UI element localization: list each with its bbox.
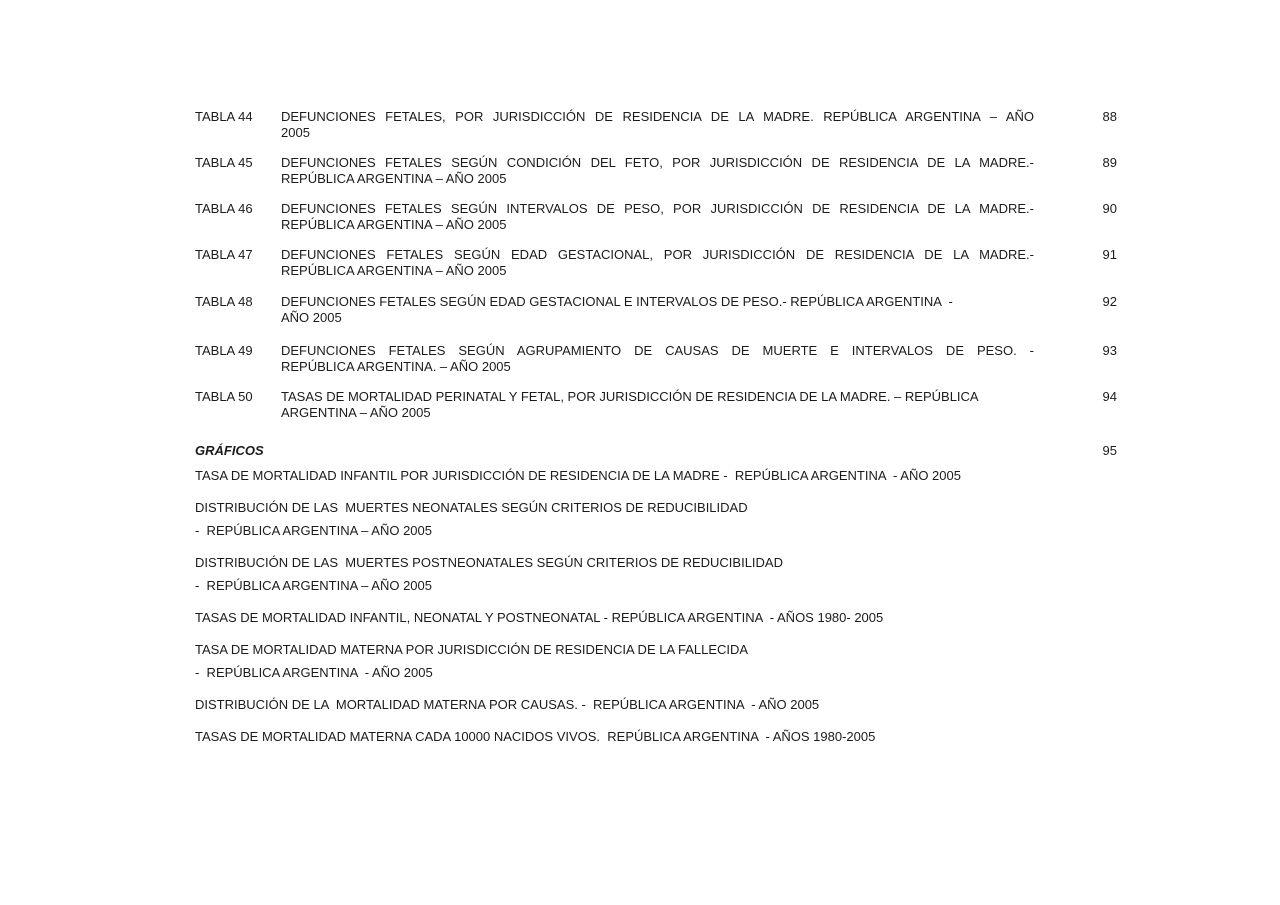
graficos-heading-row	[195, 443, 1117, 459]
page-number: 89	[1102, 155, 1117, 170]
grafico-entry-line: TASAS DE MORTALIDAD MATERNA CADA 10000 NACIDOS VIVOS. REPÚBLICA ARGENTINA - AÑOS 1980-2005	[195, 728, 876, 744]
grafico-entry-line: DISTRIBUCIÓN DE LA MORTALIDAD MATERNA POR CAUSAS. - REPÚBLICA ARGENTINA - AÑO 2005	[195, 696, 820, 712]
page-number: 90	[1102, 201, 1117, 216]
grafico-entry	[195, 551, 1117, 597]
table-row-description	[281, 389, 1034, 420]
table-entry-line: AÑO 2005	[281, 309, 342, 325]
table-entry-line: REPÚBLICA ARGENTINA – AÑO 2005	[281, 262, 507, 278]
grafico-entry-line: - REPÚBLICA ARGENTINA – AÑO 2005	[195, 577, 432, 593]
page-number: 91	[1102, 247, 1117, 262]
grafico-entry	[195, 464, 1117, 487]
table-entry-line: DEFUNCIONES FETALES SEGÚN AGRUPAMIENTO DE CAUSAS DE MUERTE E INTERVALOS DE PESO. -	[281, 343, 1034, 358]
table-row-label: TABLA 47	[195, 247, 253, 262]
page-number: 95	[1102, 443, 1117, 458]
table-row-label: TABLA 45	[195, 155, 253, 170]
grafico-entry-line: TASA DE MORTALIDAD INFANTIL POR JURISDICCIÓN DE RESIDENCIA DE LA MADRE - REPÚBLICA ARGENTINA - AÑO 2005	[195, 467, 961, 483]
table-entry-line: REPÚBLICA ARGENTINA – AÑO 2005	[281, 170, 507, 186]
table-row-description	[281, 294, 1034, 325]
table-entry-line: REPÚBLICA ARGENTINA. – AÑO 2005	[281, 358, 511, 374]
table-entry-line: 2005	[281, 124, 310, 140]
table-row-label: TABLA 49	[195, 343, 253, 358]
grafico-entry	[195, 725, 1117, 748]
grafico-entry-line: DISTRIBUCIÓN DE LAS MUERTES POSTNEONATALES SEGÚN CRITERIOS DE REDUCIBILIDAD	[195, 554, 783, 570]
page-number: 88	[1102, 109, 1117, 124]
table-entry-line: DEFUNCIONES FETALES, POR JURISDICCIÓN DE RESIDENCIA DE LA MADRE. REPÚBLICA ARGENTINA – AÑO	[281, 109, 1034, 124]
page-number: 94	[1102, 389, 1117, 404]
toc-page	[195, 109, 1117, 757]
page-number: 93	[1102, 343, 1117, 358]
table-row-label: TABLA 46	[195, 201, 253, 216]
table-row-description	[281, 109, 1034, 140]
table-row	[195, 155, 1117, 186]
grafico-entry-line: - REPÚBLICA ARGENTINA – AÑO 2005	[195, 522, 432, 538]
table-row	[195, 247, 1117, 278]
table-row-description	[281, 201, 1034, 232]
table-row-label: TABLA 50	[195, 389, 253, 404]
grafico-entry-line: - REPÚBLICA ARGENTINA - AÑO 2005	[195, 664, 433, 680]
grafico-entry	[195, 496, 1117, 542]
table-row	[195, 109, 1117, 140]
table-row	[195, 389, 1117, 420]
table-row-label: TABLA 44	[195, 109, 253, 124]
table-entry-line: REPÚBLICA ARGENTINA – AÑO 2005	[281, 216, 507, 232]
grafico-entry	[195, 638, 1117, 684]
table-row	[195, 201, 1117, 232]
graficos-heading: GRÁFICOS	[195, 443, 264, 458]
table-entry-line: DEFUNCIONES FETALES SEGÚN EDAD GESTACIONAL, POR JURISDICCIÓN DE RESIDENCIA DE LA MADRE.-	[281, 247, 1034, 262]
table-row	[195, 343, 1117, 374]
grafico-entry	[195, 693, 1117, 716]
grafico-entry	[195, 606, 1117, 629]
table-entry-line: DEFUNCIONES FETALES SEGÚN CONDICIÓN DEL FETO, POR JURISDICCIÓN DE RESIDENCIA DE LA MADRE.-	[281, 155, 1034, 170]
grafico-entry-line: TASA DE MORTALIDAD MATERNA POR JURISDICCIÓN DE RESIDENCIA DE LA FALLECIDA	[195, 641, 749, 657]
table-row-description	[281, 247, 1034, 278]
table-entry-line: DEFUNCIONES FETALES SEGÚN INTERVALOS DE PESO, POR JURISDICCIÓN DE RESIDENCIA DE LA MADRE.-	[281, 201, 1034, 216]
table-entry-line: ARGENTINA – AÑO 2005	[281, 404, 431, 420]
table-row-label: TABLA 48	[195, 294, 253, 309]
table-row-description	[281, 155, 1034, 186]
table-row	[195, 294, 1117, 325]
grafico-entry-line: TASAS DE MORTALIDAD INFANTIL, NEONATAL Y POSTNEONATAL - REPÚBLICA ARGENTINA - AÑOS 1980- 2005	[195, 609, 884, 625]
table-entry-line: DEFUNCIONES FETALES SEGÚN EDAD GESTACIONAL E INTERVALOS DE PESO.- REPÚBLICA ARGENTINA -	[281, 294, 953, 309]
table-row-description	[281, 343, 1034, 374]
grafico-entry-line: DISTRIBUCIÓN DE LAS MUERTES NEONATALES SEGÚN CRITERIOS DE REDUCIBILIDAD	[195, 499, 748, 515]
page-number: 92	[1102, 294, 1117, 309]
table-entry-line: TASAS DE MORTALIDAD PERINATAL Y FETAL, POR JURISDICCIÓN DE RESIDENCIA DE LA MADRE. – REPÚBLICA	[281, 389, 979, 404]
